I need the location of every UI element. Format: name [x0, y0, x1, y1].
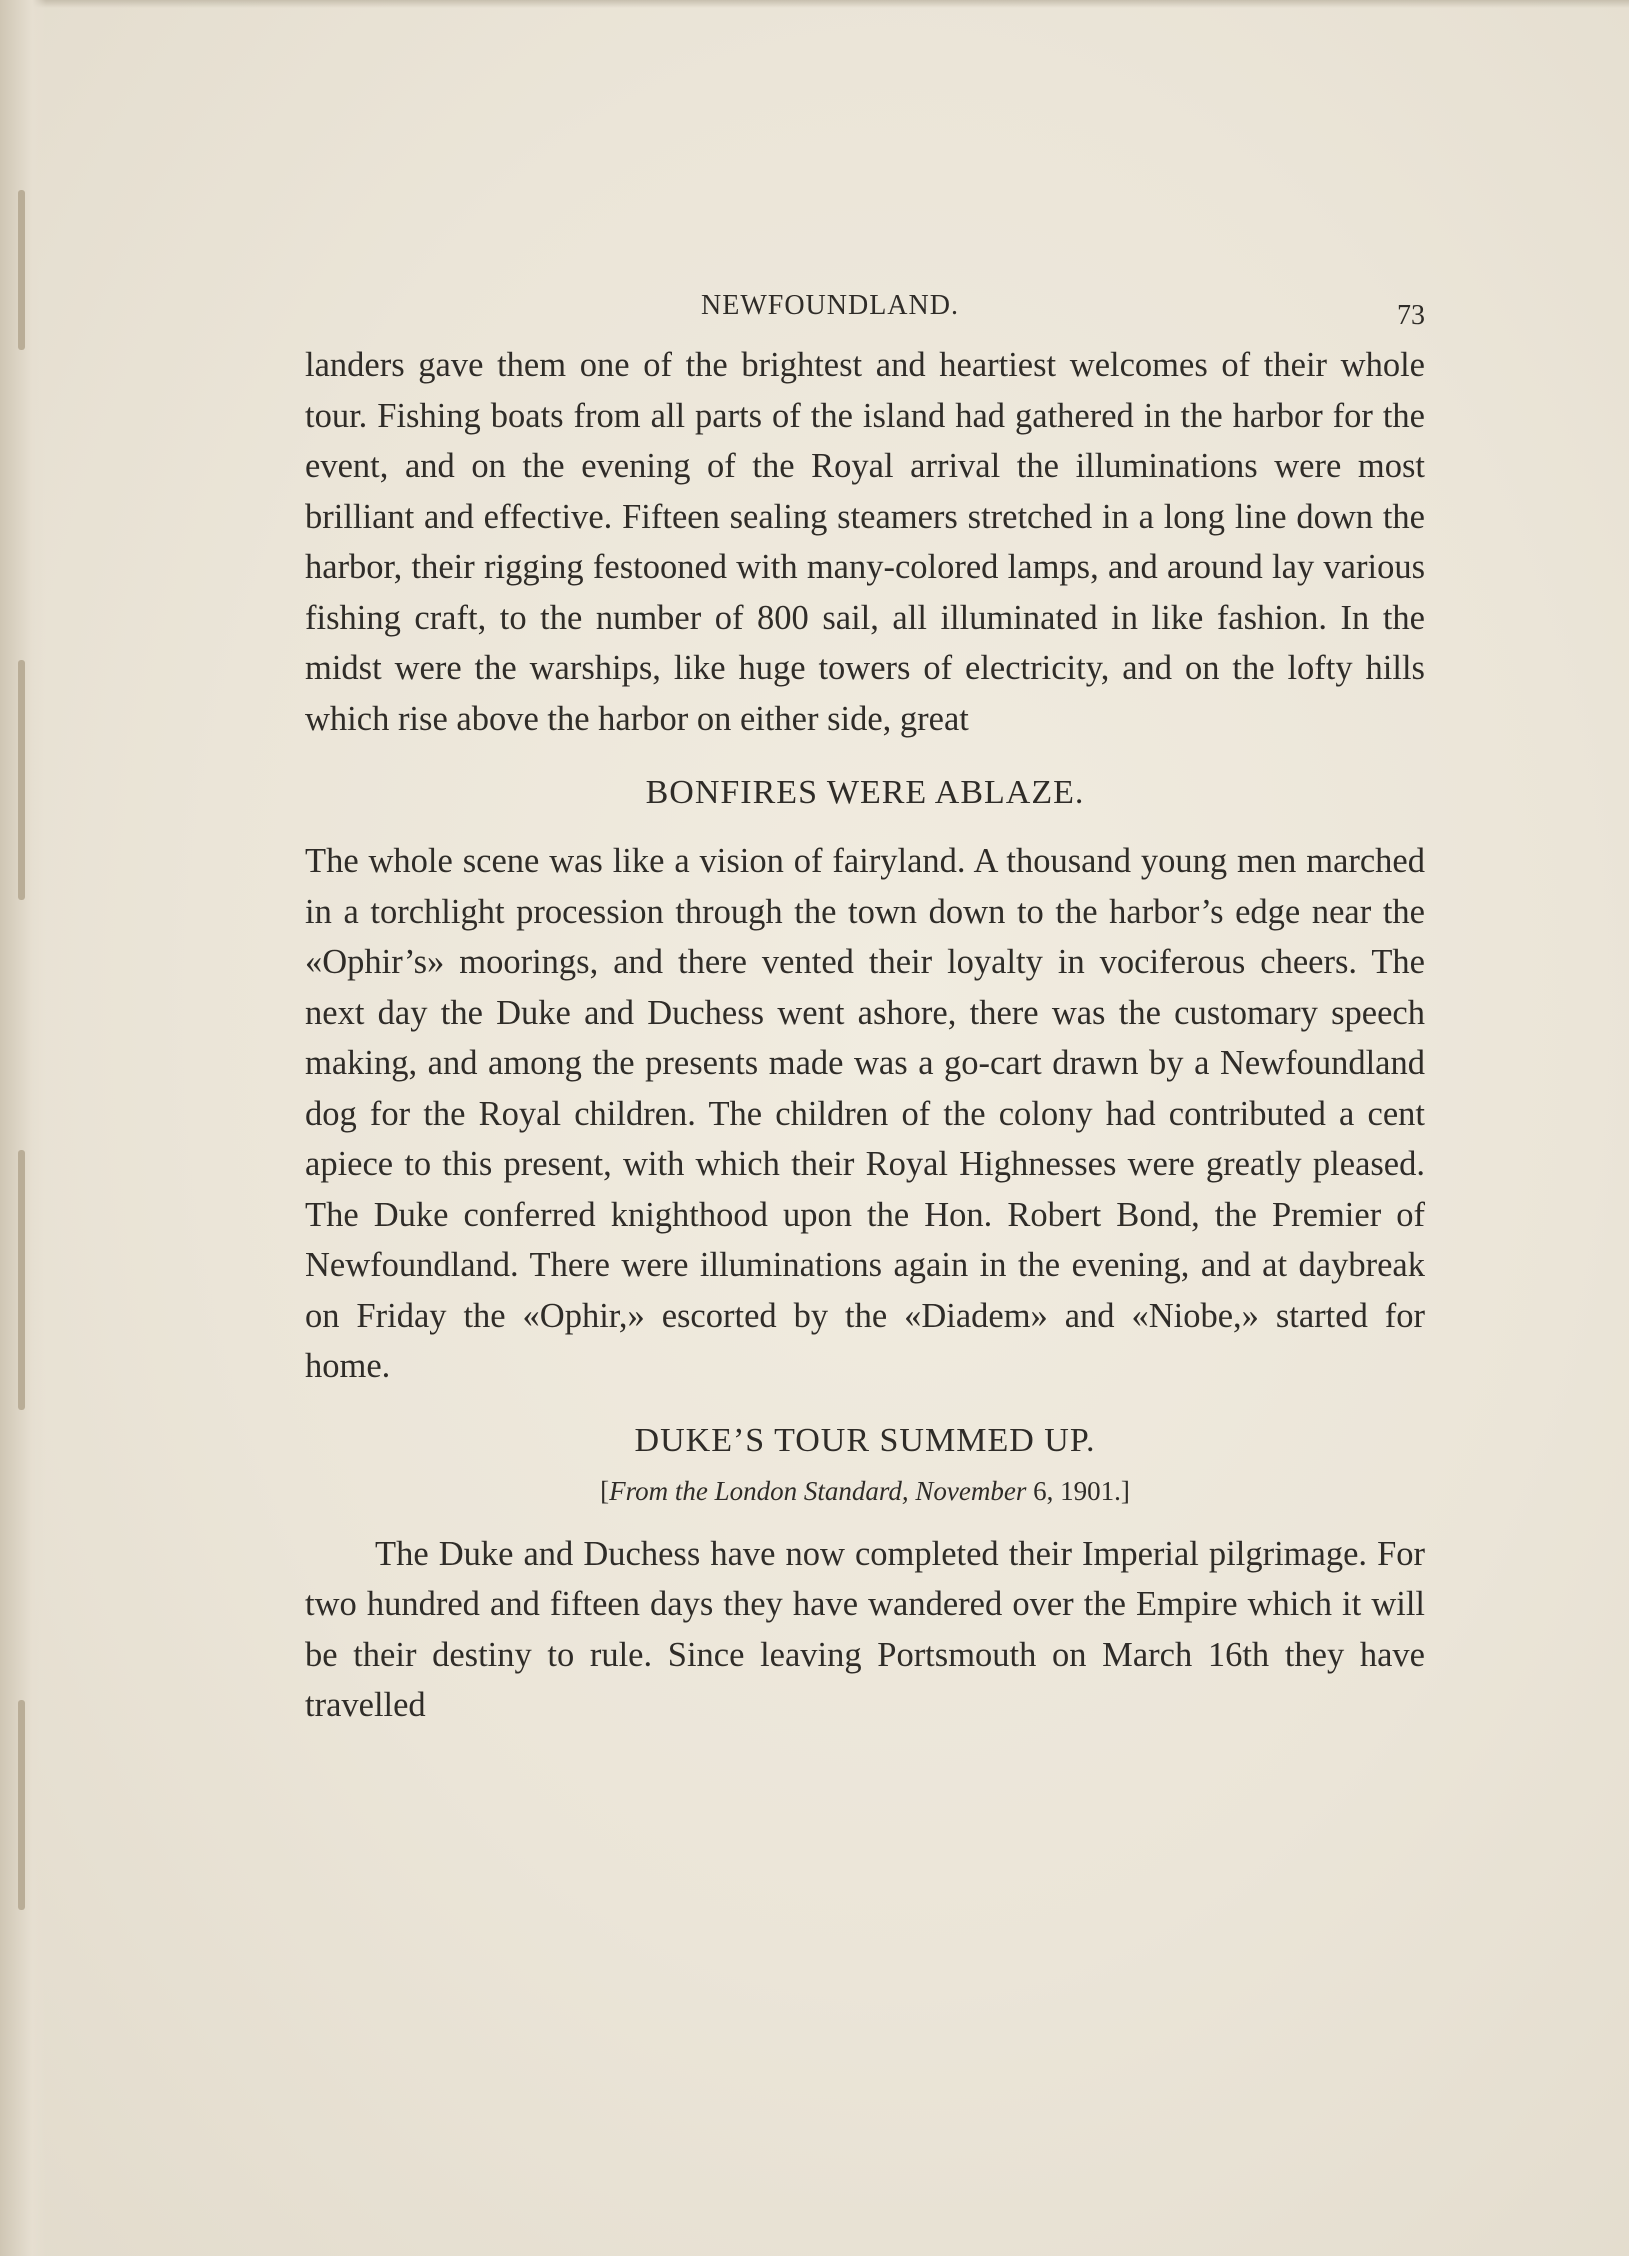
binding-stitch [18, 1700, 25, 1910]
citation-bracket: [ [600, 1475, 610, 1506]
binding-stitch [18, 1150, 25, 1410]
page-content [305, 290, 1425, 1731]
paragraph-fairyland: The whole scene was like a vision of fairyland. A thousand young men marched in a torchlight procession through the town down to the harbor’s edge near the «Ophir’s» moorings, and there vented their loyalty in vociferous cheers. The next day the Duke and Duchess went ashore, there was the customary speech making, and among the presents made was a go-cart drawn by a Newfoundland dog for the Royal children. The children of the colony had contributed a cent apiece to this present, with which their Royal Highnesses were greatly pleased. The Duke conferred knighthood upon the Hon. Robert Bond, the Premier of Newfoundland. There were illuminations again in the evening, and at daybreak on Friday the «Ophir,» escorted by the «Diadem» and «Niobe,» started for home. [305, 842, 1425, 1385]
paragraph-continued: landers gave them one of the brightest and heartiest welcomes of their whole tour. Fishing boats from all parts of the island had gathered in the harbor for the event, and on the evening of the Royal arrival the illuminations were most brilliant and effective. Fifteen sealing steamers stretched in a long line down the harbor, their rigging festooned with many-colored lamps, and around lay various fishing craft, to the number of 800 sail, all illuminated in like fashion. In the midst were the warships, like huge towers of electricity, and on the lofty hills which rise above the harbor on either side, great [305, 346, 1425, 738]
binding-gutter [0, 0, 46, 2256]
running-title: NEWFOUNDLAND. [701, 290, 959, 321]
source-citation [305, 1476, 1425, 1507]
binding-stitch [18, 190, 25, 350]
section-heading-bonfires: BONFIRES WERE ABLAZE. [645, 774, 1085, 811]
citation-italic: From the London Standard, November [609, 1475, 1027, 1506]
paragraph-pilgrimage: The Duke and Duchess have now completed their Imperial pilgrimage. For two hundred and fifteen days they have wandered over the Empire which it will be their destiny to rule. Since leaving Portsmouth on March 16th they have travelled [305, 1534, 1425, 1724]
page-number: 73 [1397, 300, 1425, 331]
section-heading-tour-summed: DUKE’S TOUR SUMMED UP. [634, 1421, 1096, 1459]
running-head [305, 290, 1425, 340]
binding-stitch [18, 660, 25, 900]
page-top-edge [0, 0, 1629, 8]
citation-date: 6, 1901.] [1026, 1475, 1130, 1506]
